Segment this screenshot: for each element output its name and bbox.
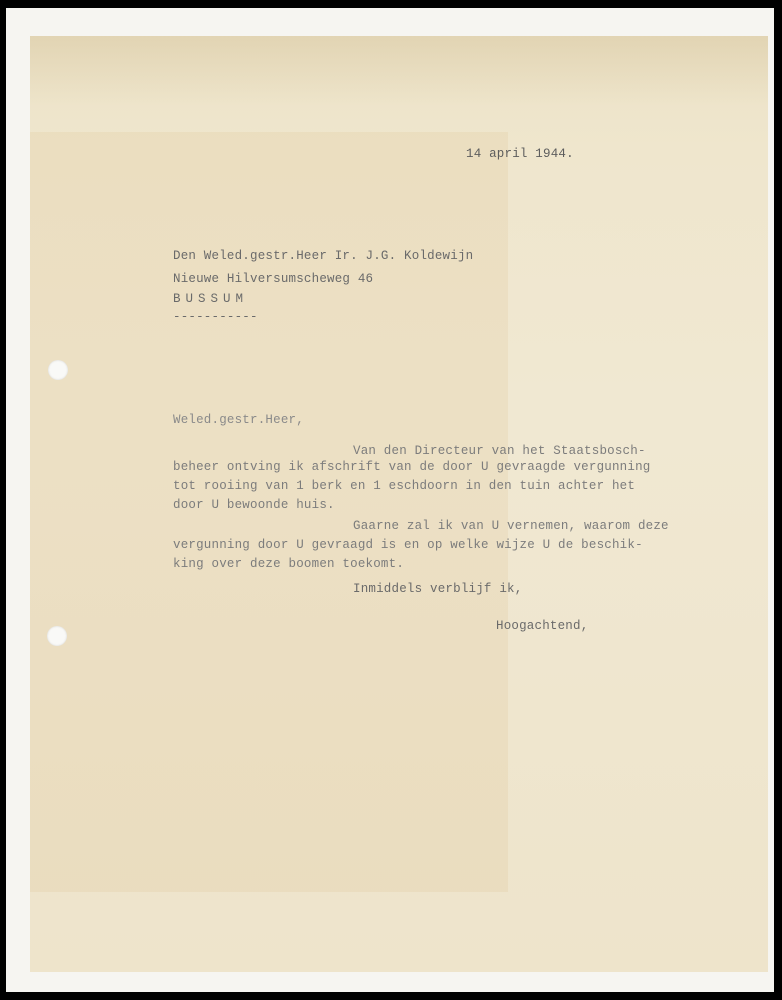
paragraph-1-line-4: door U bewoonde huis. — [173, 498, 335, 512]
address-line-2: Nieuwe Hilversumscheweg 46 — [173, 272, 374, 286]
letter-sheet — [30, 36, 768, 972]
complimentary-close: Hoogachtend, — [496, 619, 589, 633]
address-underline: ----------- — [173, 310, 258, 324]
address-line-3: BUSSUM — [173, 292, 249, 306]
paragraph-2-line-3: king over deze boomen toekomt. — [173, 557, 405, 571]
letter-date: 14 april 1944. — [466, 147, 574, 161]
punch-hole-top — [48, 360, 68, 380]
paragraph-2-line-1: Gaarne zal ik van U vernemen, waarom deze — [353, 519, 669, 533]
paragraph-1-line-2: beheer ontving ik afschrift van de door U gevraagde vergunning — [173, 460, 651, 474]
salutation: Weled.gestr.Heer, — [173, 413, 304, 427]
paragraph-1-line-1: Van den Directeur van het Staatsbosch- — [353, 444, 646, 458]
paragraph-2-line-2: vergunning door U gevraagd is en op welke wijze U de beschik- — [173, 538, 643, 552]
address-line-1: Den Weled.gestr.Heer Ir. J.G. Koldewijn — [173, 249, 474, 263]
closing-line: Inmiddels verblijf ik, — [353, 582, 523, 596]
paragraph-1-line-3: tot rooiing van 1 berk en 1 eschdoorn in den tuin achter het — [173, 479, 636, 493]
punch-hole-bottom — [47, 626, 67, 646]
